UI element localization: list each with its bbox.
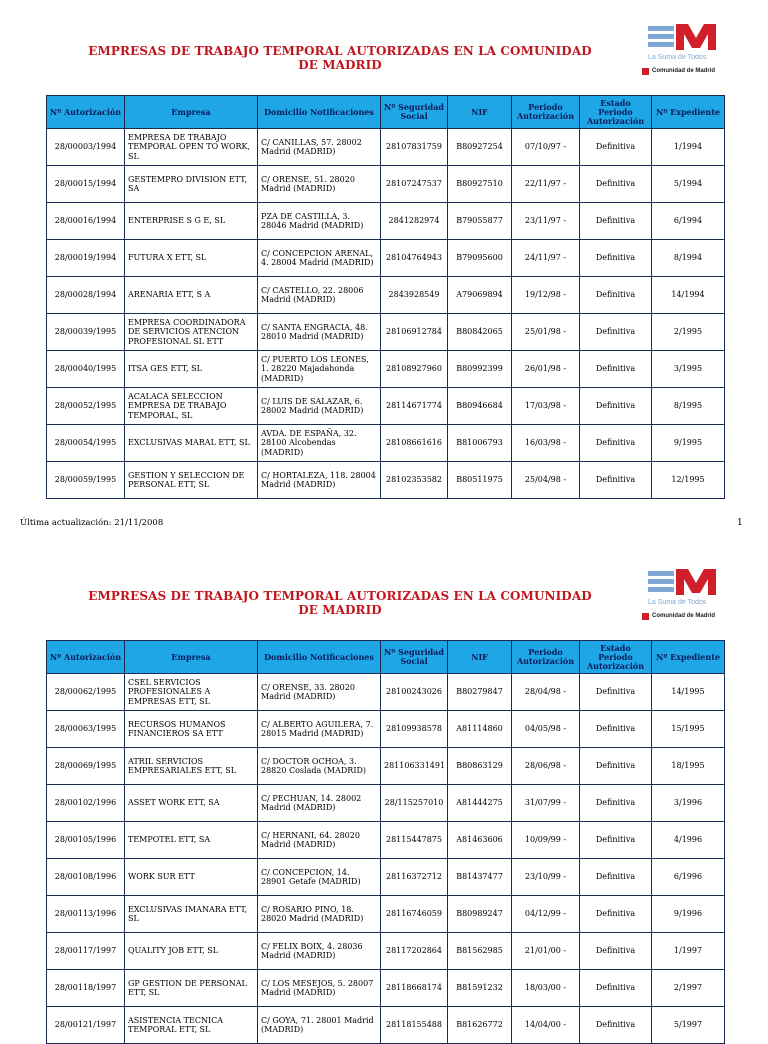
cell-seguridad-social: 28116746059: [381, 896, 448, 933]
column-header: Nº Autorización: [47, 641, 125, 674]
cell-domicilio: C/ CONCEPCION ARENAL, 4. 28004 Madrid (MADRID): [258, 240, 381, 277]
table-row: [47, 240, 725, 277]
cell-periodo: 10/09/99 -: [512, 822, 580, 859]
cell-periodo: 14/04/00 -: [512, 1007, 580, 1044]
table-row: [47, 822, 725, 859]
cell-domicilio: C/ PUERTO LOS LEONES, 1. 28220 Majadahonda (MADRID): [258, 351, 381, 388]
cell-periodo: 28/04/98 -: [512, 674, 580, 711]
cell-estado: Definitiva: [580, 970, 652, 1007]
cell-estado: Definitiva: [580, 859, 652, 896]
cell-nif: A81444275: [448, 785, 512, 822]
cell-empresa: GESTEMPRO DIVISION ETT, SA: [125, 166, 258, 203]
cell-empresa: ITSA GES ETT, SL: [125, 351, 258, 388]
cell-domicilio: C/ ORENSE, 51. 28020 Madrid (MADRID): [258, 166, 381, 203]
cell-expediente: 1/1994: [652, 129, 725, 166]
cell-expediente: 5/1997: [652, 1007, 725, 1044]
cell-estado: Definitiva: [580, 277, 652, 314]
cell-domicilio: C/ GOYA, 71. 28001 Madrid (MADRID): [258, 1007, 381, 1044]
cell-autorizacion: 28/00028/1994: [47, 277, 125, 314]
flag-icon: [642, 613, 649, 620]
companies-table: [46, 95, 725, 499]
cell-expediente: 5/1994: [652, 166, 725, 203]
cell-autorizacion: 28/00040/1995: [47, 351, 125, 388]
cell-autorizacion: 28/00039/1995: [47, 314, 125, 351]
column-header: NIF: [448, 641, 512, 674]
cell-expediente: 3/1995: [652, 351, 725, 388]
cell-expediente: 6/1994: [652, 203, 725, 240]
column-header: Nº Seguridad Social: [381, 96, 448, 129]
cell-estado: Definitiva: [580, 351, 652, 388]
cell-periodo: 18/03/00 -: [512, 970, 580, 1007]
cell-autorizacion: 28/00016/1994: [47, 203, 125, 240]
cell-nif: B80842065: [448, 314, 512, 351]
logo-org-name: Comunidad de Madrid: [652, 613, 715, 619]
cell-seguridad-social: 28115447875: [381, 822, 448, 859]
table-header-row: [47, 96, 725, 129]
table-row: [47, 970, 725, 1007]
cell-seguridad-social: 28107831759: [381, 129, 448, 166]
table-row: [47, 711, 725, 748]
column-header: Domicilio Notificaciones: [258, 96, 381, 129]
cell-seguridad-social: 28104764943: [381, 240, 448, 277]
cell-expediente: 6/1996: [652, 859, 725, 896]
cell-autorizacion: 28/00003/1994: [47, 129, 125, 166]
table-row: [47, 351, 725, 388]
cell-periodo: 04/12/99 -: [512, 896, 580, 933]
table-body: [47, 129, 725, 499]
cell-domicilio: C/ ALBERTO AGUILERA, 7. 28015 Madrid (MADRID): [258, 711, 381, 748]
cell-empresa: EXCLUSIVAS MARAL ETT, SL: [125, 425, 258, 462]
cell-expediente: 14/1995: [652, 674, 725, 711]
cell-autorizacion: 28/00015/1994: [47, 166, 125, 203]
cell-domicilio: PZA DE CASTILLA, 3. 28046 Madrid (MADRID): [258, 203, 381, 240]
cell-empresa: ASISTENCIA TECNICA TEMPORAL ETT, SL: [125, 1007, 258, 1044]
document-page-2: [0, 545, 768, 1034]
comunidad-madrid-logo: [640, 20, 730, 80]
cell-empresa: ARENARIA ETT, S A: [125, 277, 258, 314]
table-row: [47, 859, 725, 896]
cell-seguridad-social: 28118668174: [381, 970, 448, 1007]
cell-seguridad-social: 28117202864: [381, 933, 448, 970]
cell-empresa: ENTERPRISE S G E, SL: [125, 203, 258, 240]
cell-nif: B81626772: [448, 1007, 512, 1044]
cell-empresa: FUTURA X ETT, SL: [125, 240, 258, 277]
cell-periodo: 04/05/98 -: [512, 711, 580, 748]
cell-domicilio: C/ PECHUAN, 14. 28002 Madrid (MADRID): [258, 785, 381, 822]
cell-domicilio: C/ FELIX BOIX, 4. 28036 Madrid (MADRID): [258, 933, 381, 970]
cell-nif: B80863129: [448, 748, 512, 785]
table-row: [47, 674, 725, 711]
cell-nif: B80992399: [448, 351, 512, 388]
logo-tagline: La Suma de Todos: [648, 599, 707, 606]
cell-periodo: 23/11/97 -: [512, 203, 580, 240]
column-header: Periodo Autorización: [512, 96, 580, 129]
column-header: Nº Seguridad Social: [381, 641, 448, 674]
column-header: NIF: [448, 96, 512, 129]
cell-domicilio: C/ HERNANI, 64. 28020 Madrid (MADRID): [258, 822, 381, 859]
cell-autorizacion: 28/00054/1995: [47, 425, 125, 462]
cell-estado: Definitiva: [580, 388, 652, 425]
cell-seguridad-social: 28/115257010: [381, 785, 448, 822]
cell-empresa: GESTION Y SELECCION DE PERSONAL ETT, SL: [125, 462, 258, 499]
cell-estado: Definitiva: [580, 933, 652, 970]
table-row: [47, 314, 725, 351]
cell-empresa: GP GESTION DE PERSONAL ETT, SL: [125, 970, 258, 1007]
column-header: Empresa: [125, 641, 258, 674]
cell-autorizacion: 28/00105/1996: [47, 822, 125, 859]
cell-periodo: 17/03/98 -: [512, 388, 580, 425]
companies-table: [46, 640, 725, 1044]
table-row: [47, 748, 725, 785]
cell-periodo: 26/01/98 -: [512, 351, 580, 388]
cell-expediente: 4/1996: [652, 822, 725, 859]
table-row: [47, 462, 725, 499]
cell-estado: Definitiva: [580, 203, 652, 240]
table-row: [47, 203, 725, 240]
cell-autorizacion: 28/00059/1995: [47, 462, 125, 499]
table-row: [47, 785, 725, 822]
page-number: 1: [737, 518, 743, 528]
cell-autorizacion: 28/00062/1995: [47, 674, 125, 711]
cell-expediente: 12/1995: [652, 462, 725, 499]
table-row: [47, 425, 725, 462]
cell-domicilio: C/ LOS MESEJOS, 5. 28007 Madrid (MADRID): [258, 970, 381, 1007]
cell-periodo: 23/10/99 -: [512, 859, 580, 896]
comunidad-madrid-logo: [640, 565, 730, 625]
cell-domicilio: C/ DOCTOR OCHOA, 3. 28820 Coslada (MADRID): [258, 748, 381, 785]
cell-autorizacion: 28/00113/1996: [47, 896, 125, 933]
cell-autorizacion: 28/00069/1995: [47, 748, 125, 785]
cell-seguridad-social: 28106912784: [381, 314, 448, 351]
cell-nif: B81562985: [448, 933, 512, 970]
cell-nif: A79069894: [448, 277, 512, 314]
cell-estado: Definitiva: [580, 785, 652, 822]
madrid-m-logo-icon: [640, 565, 730, 599]
cell-estado: Definitiva: [580, 240, 652, 277]
cell-domicilio: C/ CANILLAS, 57. 28002 Madrid (MADRID): [258, 129, 381, 166]
cell-domicilio: C/ HORTALEZA, 118. 28004 Madrid (MADRID): [258, 462, 381, 499]
column-header: Estado Periodo Autorización: [580, 96, 652, 129]
cell-autorizacion: 28/00063/1995: [47, 711, 125, 748]
cell-empresa: CSEL SERVICIOS PROFESIONALES A EMPRESAS ETT, SL: [125, 674, 258, 711]
cell-empresa: QUALITY JOB ETT, SL: [125, 933, 258, 970]
flag-icon: [642, 68, 649, 75]
cell-estado: Definitiva: [580, 462, 652, 499]
table-row: [47, 388, 725, 425]
cell-domicilio: C/ CASTELLO, 22. 28006 Madrid (MADRID): [258, 277, 381, 314]
cell-domicilio: C/ ROSARIO PINO, 18. 28020 Madrid (MADRID): [258, 896, 381, 933]
last-update: Última actualización: 21/11/2008: [20, 518, 164, 528]
page-title: EMPRESAS DE TRABAJO TEMPORAL AUTORIZADAS EN LA COMUNIDAD DE MADRID: [88, 589, 592, 617]
cell-nif: A81463606: [448, 822, 512, 859]
cell-empresa: ATRIL SERVICIOS EMPRESARIALES ETT, SL: [125, 748, 258, 785]
cell-domicilio: C/ CONCEPCION, 14. 28901 Getafe (MADRID): [258, 859, 381, 896]
cell-expediente: 2/1997: [652, 970, 725, 1007]
cell-empresa: EXCLUSIVAS IMANARA ETT, SL: [125, 896, 258, 933]
cell-nif: B79055877: [448, 203, 512, 240]
cell-estado: Definitiva: [580, 896, 652, 933]
logo-org-name: Comunidad de Madrid: [652, 68, 715, 74]
cell-autorizacion: 28/00108/1996: [47, 859, 125, 896]
cell-estado: Definitiva: [580, 1007, 652, 1044]
cell-periodo: 25/04/98 -: [512, 462, 580, 499]
cell-periodo: 24/11/97 -: [512, 240, 580, 277]
cell-empresa: TEMPOTEL ETT, SA: [125, 822, 258, 859]
cell-nif: B80927510: [448, 166, 512, 203]
cell-autorizacion: 28/00102/1996: [47, 785, 125, 822]
table-row: [47, 1007, 725, 1044]
cell-nif: B80927254: [448, 129, 512, 166]
cell-domicilio: AVDA. DE ESPAÑA, 32. 28100 Alcobendas (MADRID): [258, 425, 381, 462]
table-row: [47, 277, 725, 314]
cell-estado: Definitiva: [580, 314, 652, 351]
cell-expediente: 9/1996: [652, 896, 725, 933]
cell-periodo: 21/01/00 -: [512, 933, 580, 970]
cell-expediente: 9/1995: [652, 425, 725, 462]
column-header: Nº Expediente: [652, 641, 725, 674]
cell-empresa: ACALACA SELECCION EMPRESA DE TRABAJO TEMPORAL, SL: [125, 388, 258, 425]
cell-domicilio: C/ LUIS DE SALAZAR, 6. 28002 Madrid (MADRID): [258, 388, 381, 425]
table-row: [47, 933, 725, 970]
logo-tagline: La Suma de Todos: [648, 54, 707, 61]
cell-estado: Definitiva: [580, 166, 652, 203]
cell-seguridad-social: 28100243026: [381, 674, 448, 711]
cell-nif: B80989247: [448, 896, 512, 933]
cell-periodo: 19/12/98 -: [512, 277, 580, 314]
cell-periodo: 22/11/97 -: [512, 166, 580, 203]
cell-seguridad-social: 28102353582: [381, 462, 448, 499]
column-header: Nº Autorización: [47, 96, 125, 129]
cell-expediente: 2/1995: [652, 314, 725, 351]
cell-seguridad-social: 28118155488: [381, 1007, 448, 1044]
cell-estado: Definitiva: [580, 748, 652, 785]
cell-expediente: 14/1994: [652, 277, 725, 314]
cell-estado: Definitiva: [580, 711, 652, 748]
cell-autorizacion: 28/00121/1997: [47, 1007, 125, 1044]
cell-seguridad-social: 28108661616: [381, 425, 448, 462]
table-body: [47, 674, 725, 1044]
cell-seguridad-social: 28107247537: [381, 166, 448, 203]
column-header: Periodo Autorización: [512, 641, 580, 674]
cell-expediente: 18/1995: [652, 748, 725, 785]
cell-expediente: 3/1996: [652, 785, 725, 822]
cell-seguridad-social: 28109938578: [381, 711, 448, 748]
cell-nif: B81006793: [448, 425, 512, 462]
cell-periodo: 31/07/99 -: [512, 785, 580, 822]
cell-empresa: EMPRESA COORDINADORA DE SERVICIOS ATENCION PROFESIONAL SL ETT: [125, 314, 258, 351]
cell-nif: B80946684: [448, 388, 512, 425]
cell-periodo: 07/10/97 -: [512, 129, 580, 166]
cell-periodo: 28/06/98 -: [512, 748, 580, 785]
cell-nif: B81437477: [448, 859, 512, 896]
cell-empresa: RECURSOS HUMANOS FINANCIEROS SA ETT: [125, 711, 258, 748]
cell-estado: Definitiva: [580, 674, 652, 711]
cell-periodo: 25/01/98 -: [512, 314, 580, 351]
cell-autorizacion: 28/00117/1997: [47, 933, 125, 970]
table-row: [47, 166, 725, 203]
cell-domicilio: C/ ORENSE, 33. 28020 Madrid (MADRID): [258, 674, 381, 711]
cell-autorizacion: 28/00118/1997: [47, 970, 125, 1007]
cell-expediente: 8/1995: [652, 388, 725, 425]
column-header: Empresa: [125, 96, 258, 129]
cell-periodo: 16/03/98 -: [512, 425, 580, 462]
cell-seguridad-social: 2843928549: [381, 277, 448, 314]
cell-seguridad-social: 28116372712: [381, 859, 448, 896]
cell-estado: Definitiva: [580, 822, 652, 859]
cell-autorizacion: 28/00052/1995: [47, 388, 125, 425]
cell-nif: A81114860: [448, 711, 512, 748]
page-title: EMPRESAS DE TRABAJO TEMPORAL AUTORIZADAS EN LA COMUNIDAD DE MADRID: [88, 44, 592, 72]
cell-empresa: ASSET WORK ETT, SA: [125, 785, 258, 822]
cell-nif: B81591232: [448, 970, 512, 1007]
madrid-m-logo-icon: [640, 20, 730, 54]
column-header: Nº Expediente: [652, 96, 725, 129]
cell-seguridad-social: 28108927960: [381, 351, 448, 388]
cell-empresa: WORK SUR ETT: [125, 859, 258, 896]
cell-expediente: 1/1997: [652, 933, 725, 970]
cell-empresa: EMPRESA DE TRABAJO TEMPORAL OPEN TO WORK, SL: [125, 129, 258, 166]
cell-domicilio: C/ SANTA ENGRACIA, 48. 28010 Madrid (MADRID): [258, 314, 381, 351]
cell-expediente: 8/1994: [652, 240, 725, 277]
cell-seguridad-social: 28114671774: [381, 388, 448, 425]
cell-nif: B80279847: [448, 674, 512, 711]
table-row: [47, 896, 725, 933]
cell-estado: Definitiva: [580, 129, 652, 166]
cell-estado: Definitiva: [580, 425, 652, 462]
column-header: Estado Periodo Autorización: [580, 641, 652, 674]
table-row: [47, 129, 725, 166]
cell-nif: B79095600: [448, 240, 512, 277]
cell-seguridad-social: 281106331491: [381, 748, 448, 785]
column-header: Domicilio Notificaciones: [258, 641, 381, 674]
table-header-row: [47, 641, 725, 674]
cell-expediente: 15/1995: [652, 711, 725, 748]
cell-nif: B80511975: [448, 462, 512, 499]
cell-seguridad-social: 2841282974: [381, 203, 448, 240]
cell-autorizacion: 28/00019/1994: [47, 240, 125, 277]
